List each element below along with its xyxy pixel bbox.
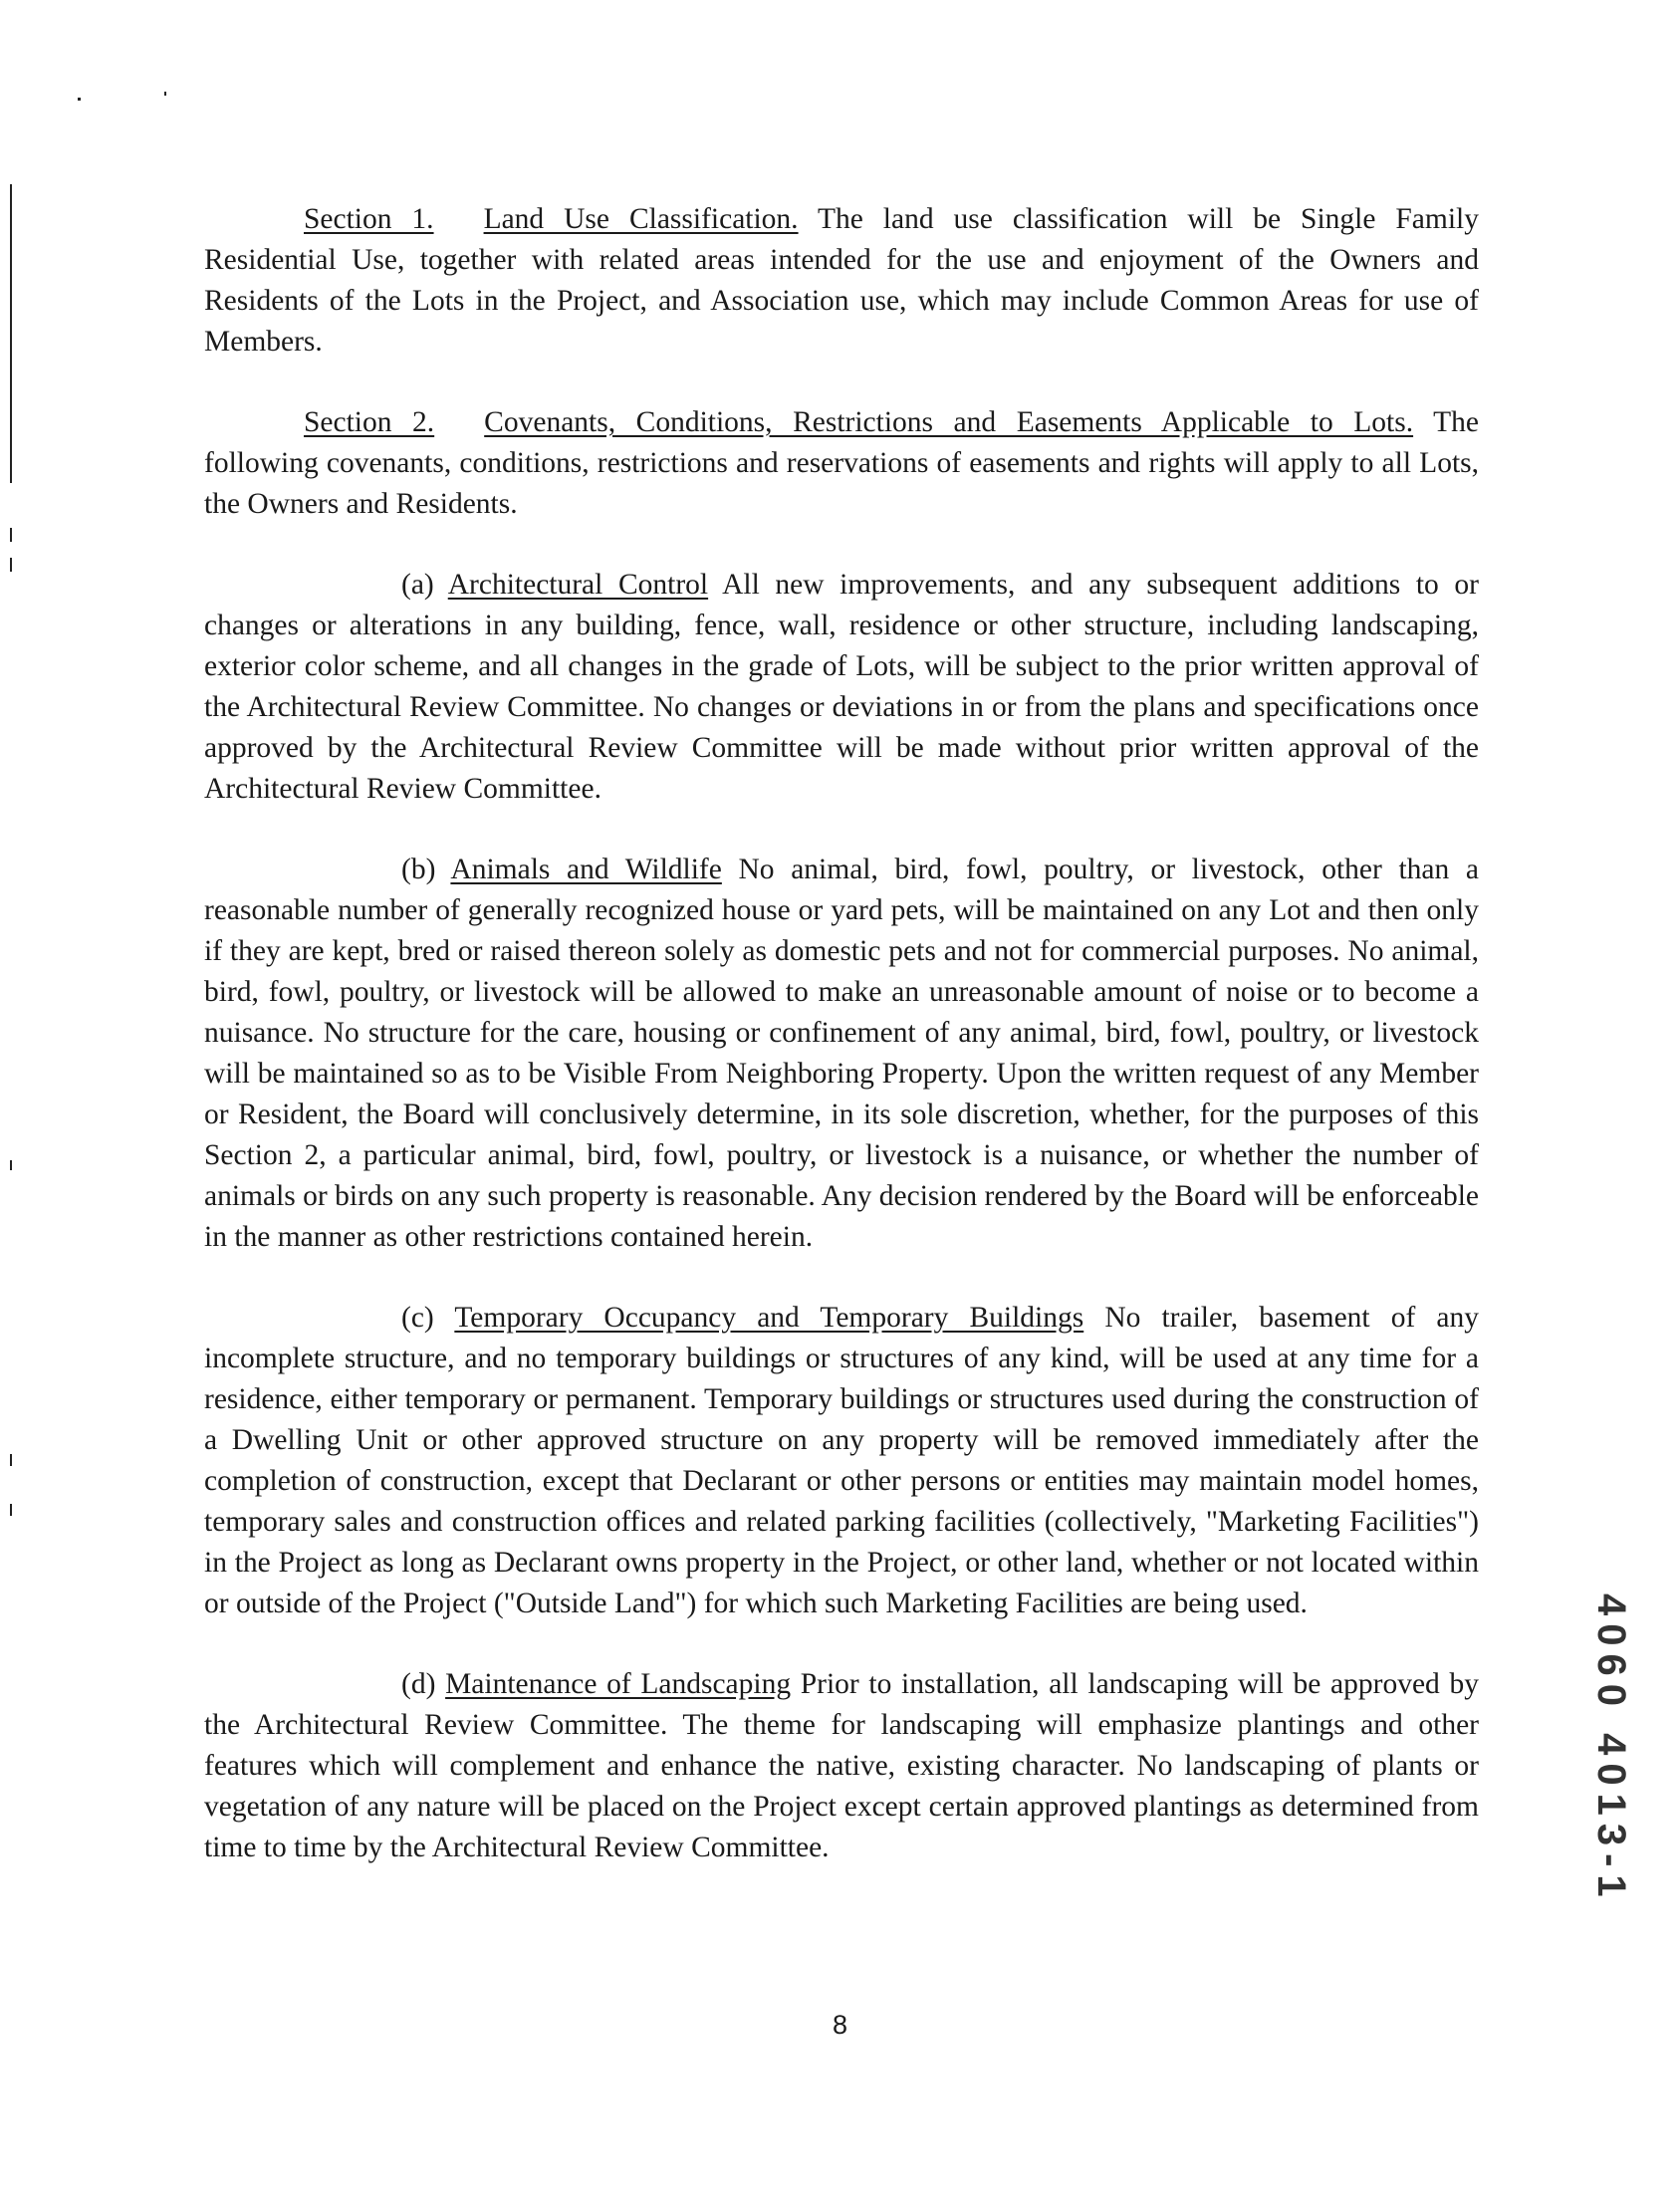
page-number: 8 [832, 2010, 848, 2040]
subsection-a-body: All new improvements, and any subsequent additions to or changes or alterations in any building, fence, wall, residence or other structure, including landscaping, exterior color scheme, and all changes in the grade of Lots, will be subject to the prior written approval of the Architectural Review Committee. No changes or deviations in or from the plans and specifications once approved by the Architectural Review Committee will be made without prior written approval of the Architectural Review Committee. [204, 569, 1479, 805]
subsection-a-marker: (a) [401, 569, 448, 601]
section-1-body: The land use classification will be Single Family Residential Use, together with related areas intended for the use and enjoyment of the Owners and Residents of the Lots in the Project, and Association use, which may include Common Areas for use of Members. [204, 203, 1479, 358]
scan-edge-line [10, 184, 12, 483]
subsection-a-title: Architectural Control [447, 569, 709, 601]
subsection-d-body: Prior to installation, all landscaping will be approved by the Architectural Review Committee. The theme for landscaping will emphasize plantings and other features which will complement and enhance the native, existing character. No landscaping of plants or vegetation of any nature will be placed on the Project except certain approved plantings as determined from time to time by the Architectural Review Committee. [204, 1668, 1479, 1863]
scan-edge-line [10, 1504, 12, 1516]
document-body [204, 199, 1479, 1908]
section-1-title: Land Use Classification. [483, 203, 799, 235]
scan-edge-line [10, 1160, 12, 1170]
subsection-d-title: Maintenance of Landscaping [445, 1668, 792, 1700]
subsection-b-title: Animals and Wildlife [450, 854, 722, 885]
section-1 [204, 199, 1479, 363]
subsection-a [204, 565, 1479, 810]
section-2 [204, 402, 1479, 525]
subsection-c [204, 1298, 1479, 1624]
section-2-title: Covenants, Conditions, Restrictions and Easements Applicable to Lots. [484, 406, 1414, 438]
scan-mark [78, 98, 81, 101]
scan-edge-line [10, 558, 12, 572]
subsection-b-marker: (b) [401, 854, 451, 885]
subsection-b-body: No animal, bird, fowl, poultry, or livestock, other than a reasonable number of generally recognized house or yard pets, will be maintained on any Lot and then only if they are kept, bred or raised thereon solely as domestic pets and not for commercial purposes. No animal, bird, fowl, poultry, or livestock will be allowed to make an unreasonable amount of noise or to become a nuisance. No structure for the care, housing or confinement of any animal, bird, fowl, poultry, or livestock will be maintained so as to be Visible From Neighboring Property. Upon the written request of any Member or Resident, the Board will conclusively determine, in its sole discretion, whether, for the purposes of this Section 2, a particular animal, bird, fowl, poultry, or livestock is a nuisance, or whether the number of animals or birds on any such property is reasonable. Any decision rendered by the Board will be enforceable in the manner as other restrictions contained herein. [204, 854, 1479, 1253]
subsection-c-marker: (c) [401, 1302, 455, 1334]
scan-edge-line [10, 1454, 12, 1466]
subsection-b [204, 850, 1479, 1258]
subsection-d [204, 1664, 1479, 1868]
subsection-c-body: No trailer, basement of any incomplete structure, and no temporary buildings or structures of any kind, will be used at any time for a residence, either temporary or permanent. Temporary buildings or structures used during the construction of a Dwelling Unit or other approved structure on any property will be removed immediately after the completion of construction, except that Declarant or other persons or entities may maintain model homes, temporary sales and construction offices and related parking facilities (collectively, "Marketing Facilities") in the Project as long as Declarant owns property in the Project, or other land, whether or not located within or outside of the Project ("Outside Land") for which such Marketing Facilities are being used. [204, 1302, 1479, 1619]
section-2-label: Section 2. [304, 406, 435, 438]
scan-mark [164, 92, 166, 96]
scan-edge-line [10, 528, 12, 542]
recording-number-stamp: 4060 4013-1 [1589, 1593, 1633, 1905]
subsection-d-marker: (d) [401, 1668, 446, 1700]
section-2-body: The following covenants, conditions, restrictions and reservations of easements and rights will apply to all Lots, the Owners and Residents. [204, 406, 1479, 520]
subsection-c-title: Temporary Occupancy and Temporary Buildings [454, 1302, 1084, 1334]
section-1-label: Section 1. [304, 203, 434, 235]
